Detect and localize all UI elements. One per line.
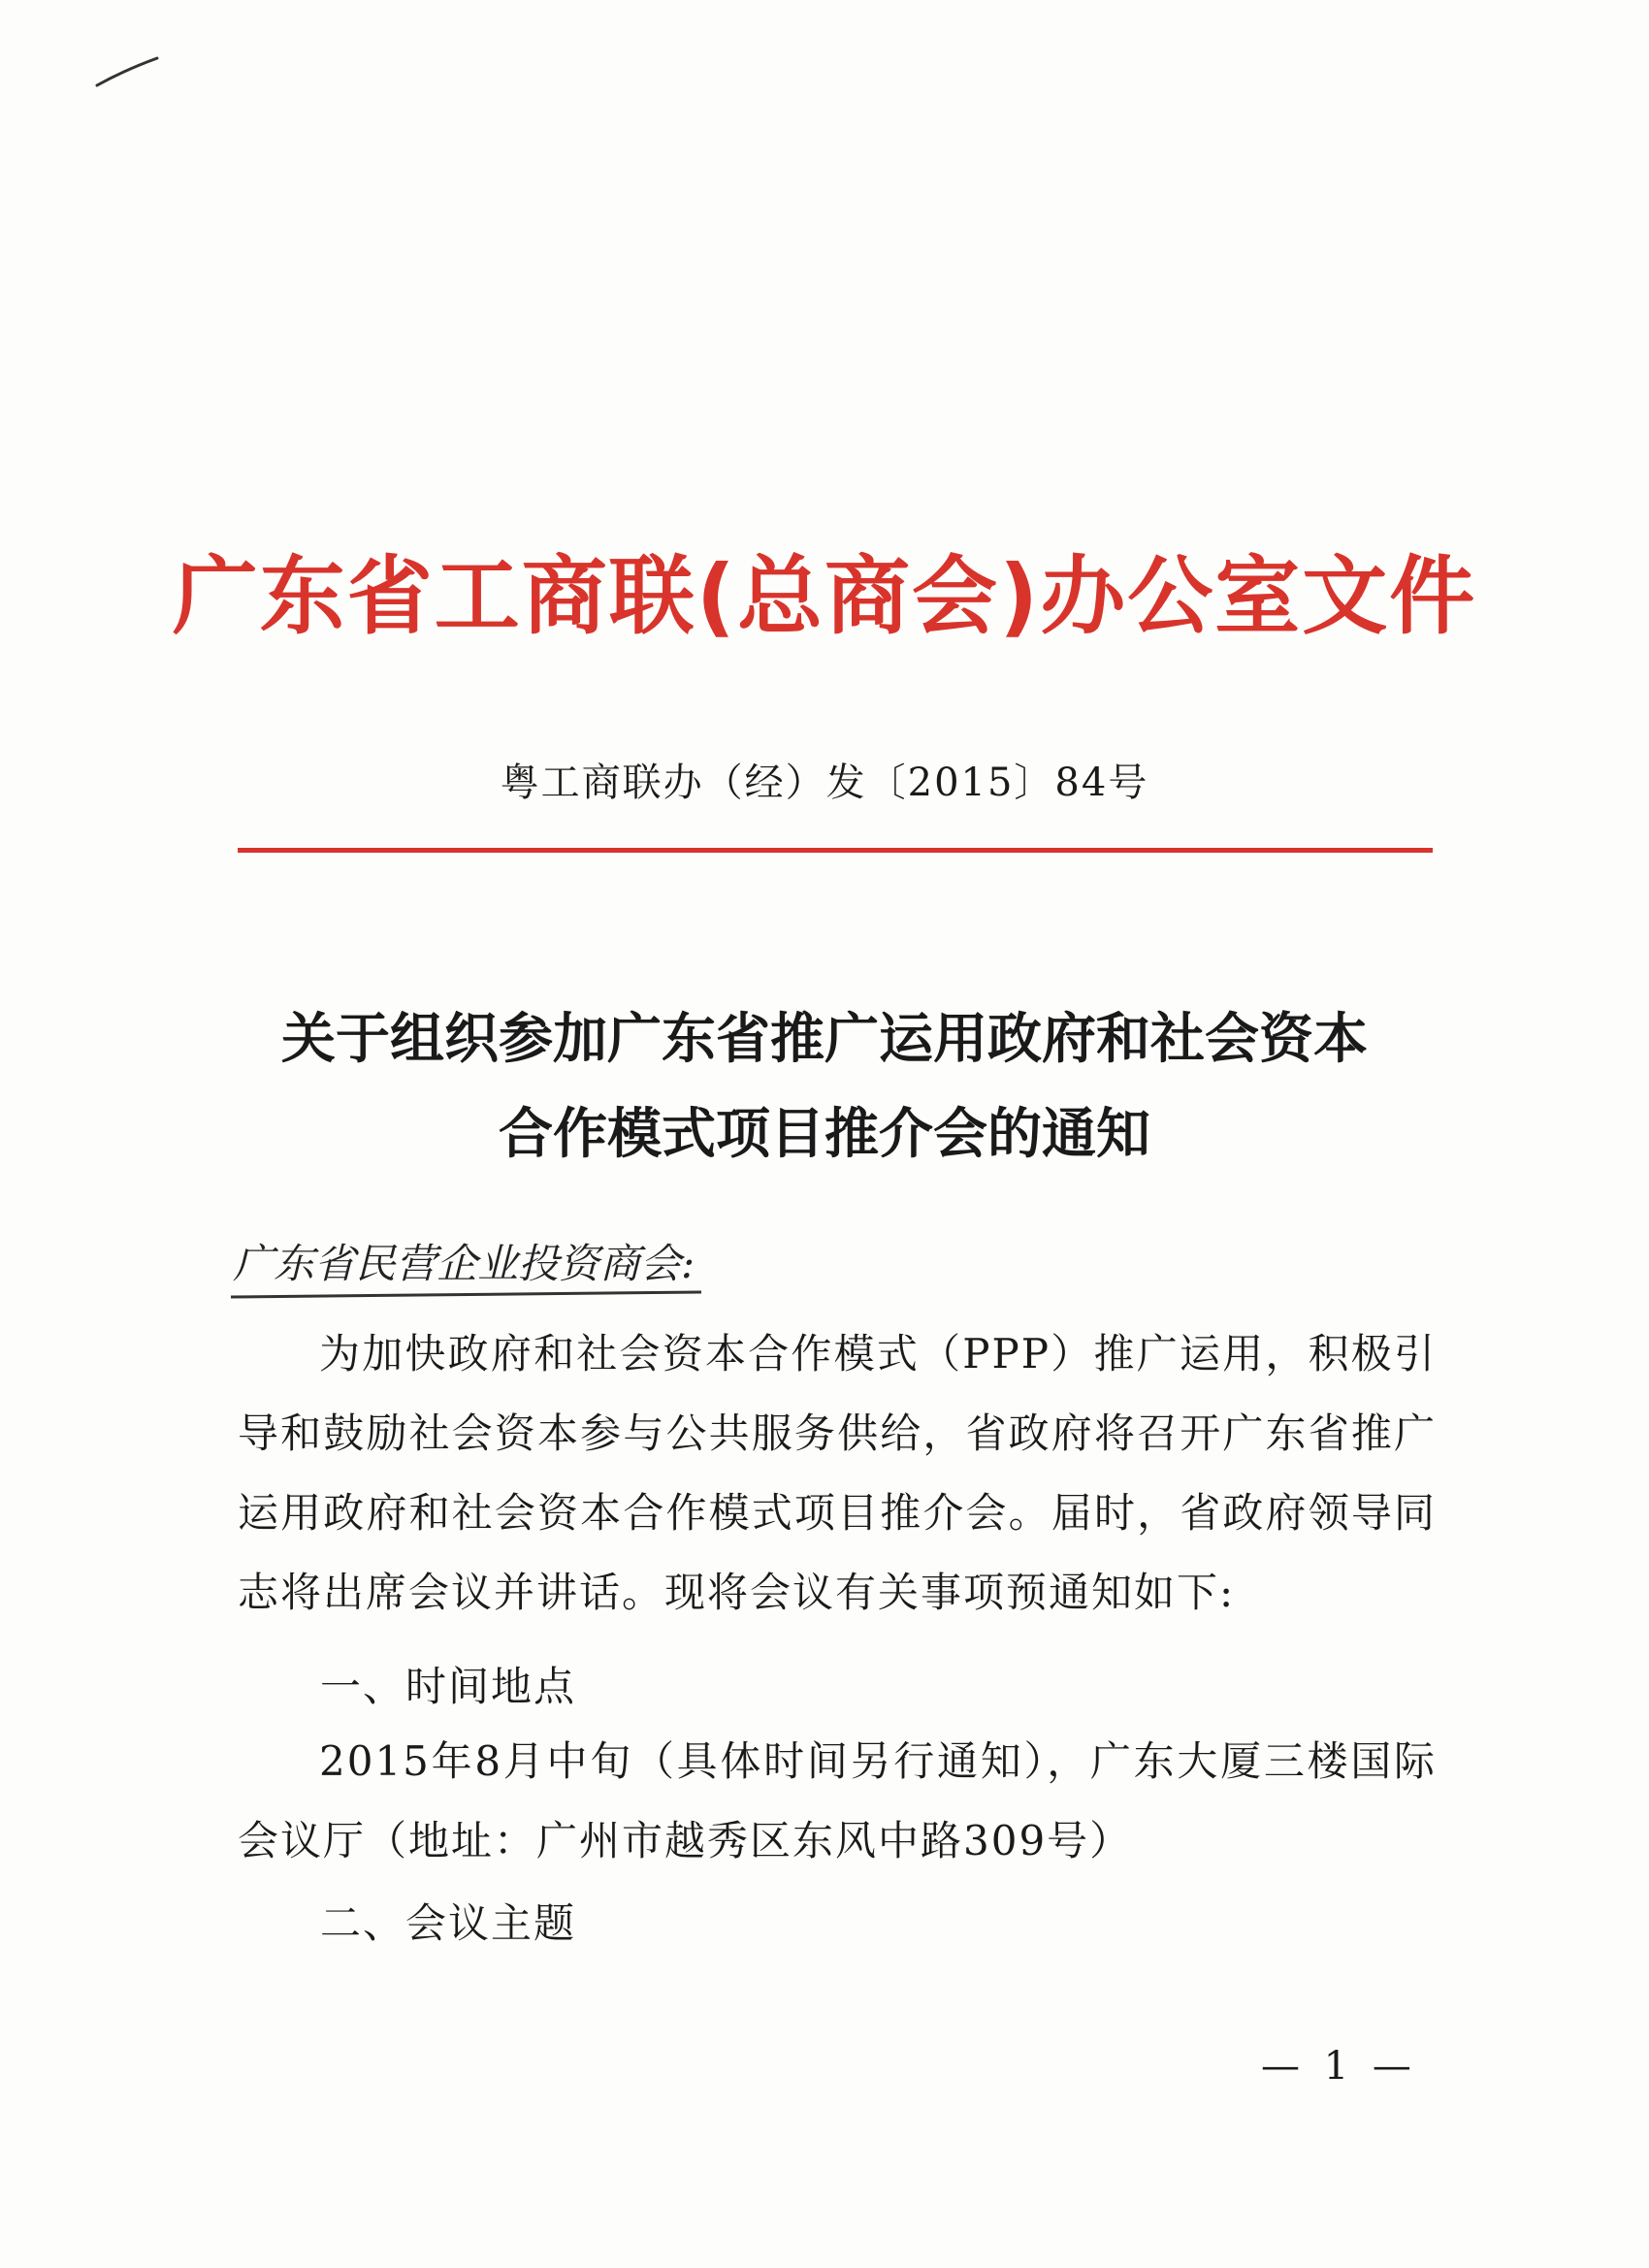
- red-divider-line: [238, 848, 1433, 853]
- page-number: — 1 —: [1261, 2044, 1417, 2089]
- section-text-time-location: 2015年8月中旬（具体时间另行通知），广东大厦三楼国际会议厅（地址：广州市越秀区东风中路309号）: [238, 1737, 1437, 1864]
- pen-stroke-mark: [93, 54, 161, 89]
- notice-title-line-1: 关于组织参加广东省推广运用政府和社会资本: [281, 1008, 1368, 1071]
- document-number: 粤工商联办（经）发〔2015〕84号: [500, 761, 1149, 805]
- section-heading-time-location: 一、时间地点: [320, 1663, 577, 1710]
- intro-paragraph: 为加快政府和社会资本合作模式（PPP）推广运用，积极引导和鼓励社会资本参与公共服务供给，省政府将召开广东省推广运用政府和社会资本合作模式项目推介会。届时，省政府领导同志将出席会议并讲话。现将会议有关事项预通知如下:: [238, 1330, 1437, 1616]
- issuer-header-title: 广东省工商联(总商会)办公室文件: [172, 546, 1477, 646]
- notice-title: [0, 992, 1649, 1183]
- notice-title-line-2: 合作模式项目推介会的通知: [499, 1103, 1150, 1166]
- salutation-underline: [231, 1290, 701, 1298]
- salutation-handwritten: 广东省民营企业投资商会:: [233, 1240, 695, 1287]
- section-heading-theme: 二、会议主题: [320, 1899, 577, 1947]
